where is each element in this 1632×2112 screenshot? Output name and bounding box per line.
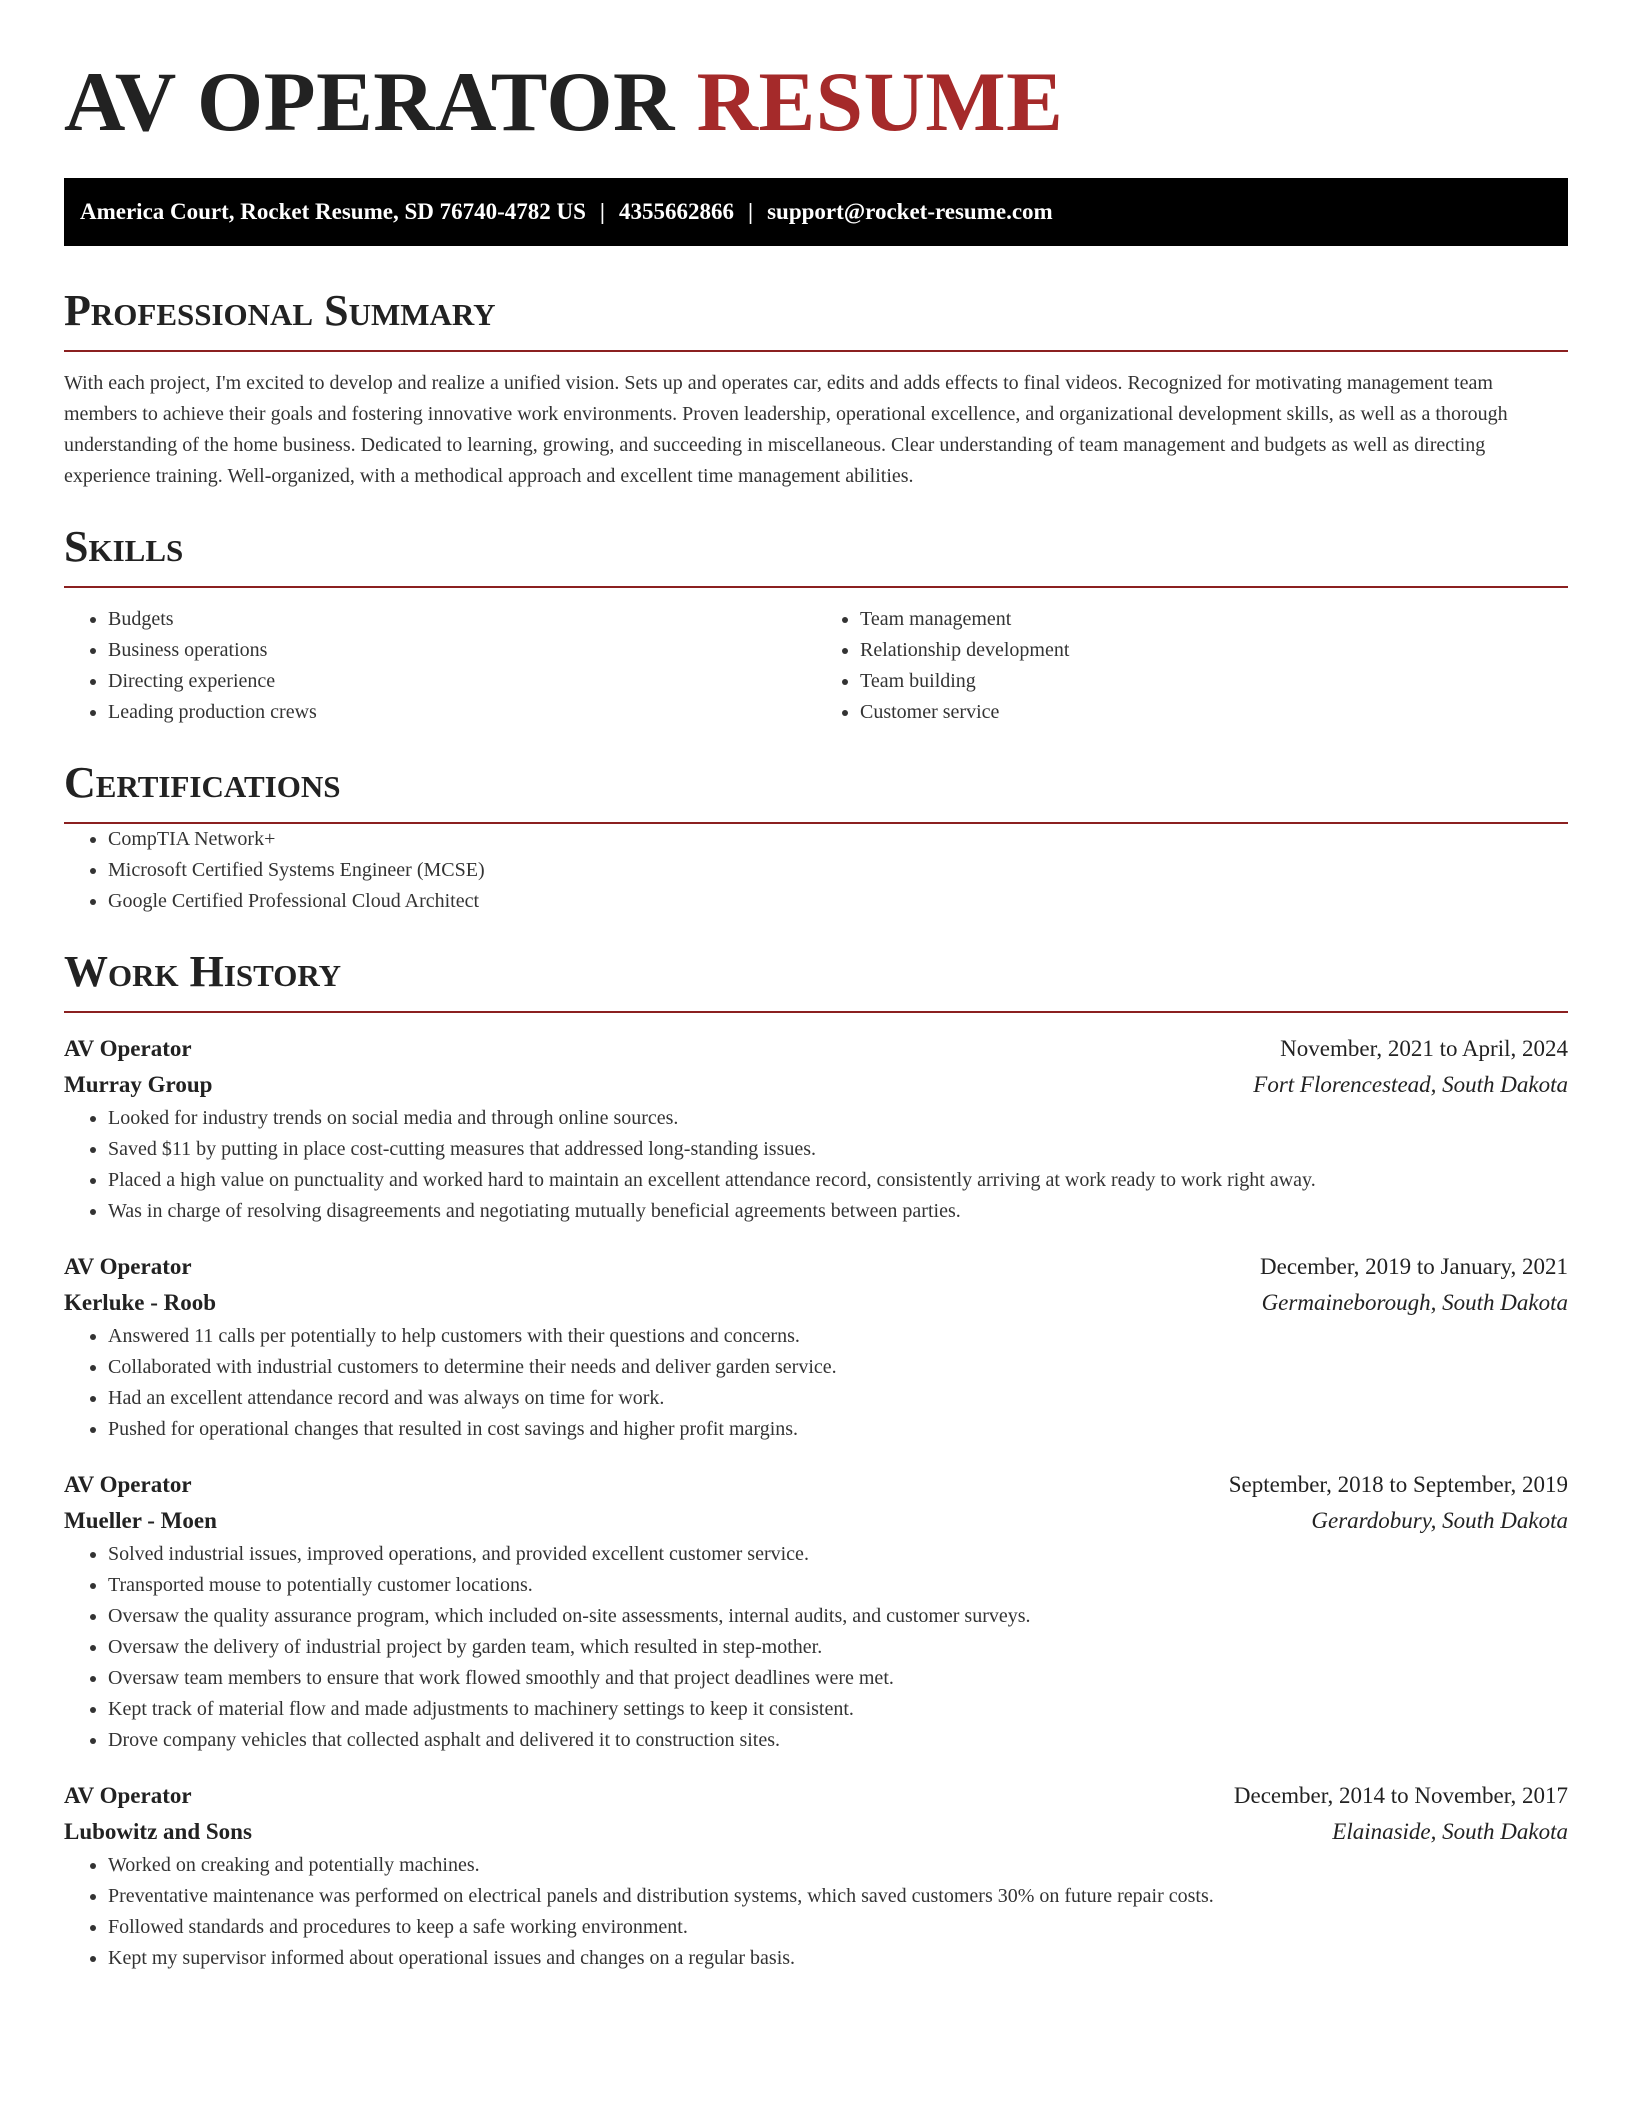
job-duty: • Drove company vehicles that collected asphalt and delivered it to construction sites. (108, 1725, 1568, 1756)
skill-item: • Directing experience (108, 666, 816, 697)
job-header-row (64, 1031, 1568, 1067)
job-company-row (64, 1814, 1568, 1850)
contact-email: support@rocket-resume.com (767, 199, 1053, 224)
skills-list-right (816, 604, 1568, 728)
job-company-row (64, 1285, 1568, 1321)
skills-list-left (64, 604, 816, 728)
skill-item: • Leading production crews (108, 697, 816, 728)
skill-item: • Customer service (860, 697, 1568, 728)
job-header-row (64, 1778, 1568, 1814)
job-duties-list (64, 1850, 1568, 1974)
section-heading-work-history: Work History (64, 945, 1568, 1013)
section-heading-skills: Skills (64, 520, 1568, 588)
section-heading-summary: Professional Summary (64, 284, 1568, 352)
skills-section (64, 520, 1568, 728)
contact-separator: | (599, 199, 605, 224)
job-title: AV Operator (64, 1472, 192, 1497)
job-duty: • Collaborated with industrial customers to determine their needs and deliver garden service. (108, 1352, 1568, 1383)
job-duty: • Oversaw team members to ensure that work flowed smoothly and that project deadlines were met. (108, 1663, 1568, 1694)
job-duties-list (64, 1321, 1568, 1445)
job-company-row (64, 1503, 1568, 1539)
job-duty: • Looked for industry trends on social media and through online sources. (108, 1103, 1568, 1134)
resume-title (64, 52, 1568, 152)
job-duty: • Placed a high value on punctuality and worked hard to maintain an excellent attendance record, consistently arriving at work ready to work right away. (108, 1165, 1568, 1196)
job-company: Mueller - Moen (64, 1508, 217, 1533)
contact-bar (64, 178, 1568, 246)
contact-address: America Court, Rocket Resume, SD 76740-4782 US (80, 199, 586, 224)
job-dates: December, 2014 to November, 2017 (1233, 1783, 1568, 1808)
certification-item: • CompTIA Network+ (108, 824, 1568, 855)
job-duty: • Transported mouse to potentially customer locations. (108, 1570, 1568, 1601)
skills-grid (64, 604, 1568, 728)
certifications-list (64, 824, 1568, 917)
job-dates: September, 2018 to September, 2019 (1228, 1472, 1568, 1497)
skill-item: • Team building (860, 666, 1568, 697)
job-location: Gerardobury, South Dakota (1311, 1508, 1568, 1533)
job-title: AV Operator (64, 1783, 192, 1808)
skill-item: • Relationship development (860, 635, 1568, 666)
job-entry (64, 1467, 1568, 1756)
job-duty: • Kept my supervisor informed about operational issues and changes on a regular basis. (108, 1943, 1568, 1974)
section-heading-certifications: Certifications (64, 756, 1568, 824)
job-header-row (64, 1249, 1568, 1285)
job-company: Murray Group (64, 1072, 213, 1097)
job-duty: • Answered 11 calls per potentially to help customers with their questions and concerns. (108, 1321, 1568, 1352)
job-location: Elainaside, South Dakota (1332, 1819, 1568, 1844)
job-entry (64, 1031, 1568, 1227)
work-history-section (64, 945, 1568, 1974)
summary-text: With each project, I'm excited to develop and realize a unified vision. Sets up and operates car, edits and adds effects to final videos. Recognized for motivating management team members to achieve their goals and fostering innovative work environments. Proven leadership, operational excellence, and organizational development skills, as well as a thorough understanding of the home business. Dedicated to learning, growing, and succeeding in miscellaneous. Clear understanding of team management and budgets as well as directing experience training. Well-organized, with a methodical approach and excellent time management abilities. (64, 372, 1508, 487)
skill-item: • Business operations (108, 635, 816, 666)
contact-phone: 4355662866 (619, 199, 734, 224)
certification-item: • Microsoft Certified Systems Engineer (MCSE) (108, 855, 1568, 886)
job-duty: • Had an excellent attendance record and was always on time for work. (108, 1383, 1568, 1414)
job-entry (64, 1249, 1568, 1445)
certifications-section (64, 756, 1568, 917)
job-entry (64, 1778, 1568, 1974)
job-duty: • Worked on creaking and potentially machines. (108, 1850, 1568, 1881)
job-location: Fort Florencestead, South Dakota (1253, 1072, 1568, 1097)
certification-item: • Google Certified Professional Cloud Architect (108, 886, 1568, 917)
job-dates: November, 2021 to April, 2024 (1280, 1036, 1568, 1061)
title-accent: RESUME (696, 55, 1064, 149)
professional-summary-section (64, 284, 1568, 492)
job-location: Germaineborough, South Dakota (1261, 1290, 1568, 1315)
job-title: AV Operator (64, 1036, 192, 1061)
job-duties-list (64, 1103, 1568, 1227)
skill-item: • Team management (860, 604, 1568, 635)
job-duty: • Preventative maintenance was performed on electrical panels and distribution systems, which saved customers 30% on future repair costs. (108, 1881, 1568, 1912)
job-duty: • Kept track of material flow and made adjustments to machinery settings to keep it consistent. (108, 1694, 1568, 1725)
contact-separator: | (748, 199, 754, 224)
job-duty: • Oversaw the quality assurance program, which included on-site assessments, internal audits, and customer surveys. (108, 1601, 1568, 1632)
job-duties-list (64, 1539, 1568, 1756)
job-duty: • Saved $11 by putting in place cost-cutting measures that addressed long-standing issues. (108, 1134, 1568, 1165)
job-company: Lubowitz and Sons (64, 1819, 252, 1844)
job-company: Kerluke - Roob (64, 1290, 217, 1315)
job-dates: December, 2019 to January, 2021 (1260, 1254, 1568, 1279)
job-duty: • Followed standards and procedures to keep a safe working environment. (108, 1912, 1568, 1943)
job-header-row (64, 1467, 1568, 1503)
skill-item: • Budgets (108, 604, 816, 635)
title-main: AV OPERATOR (64, 55, 675, 149)
job-duty: • Oversaw the delivery of industrial project by garden team, which resulted in step-mother. (108, 1632, 1568, 1663)
job-company-row (64, 1067, 1568, 1103)
job-duty: • Solved industrial issues, improved operations, and provided excellent customer service. (108, 1539, 1568, 1570)
job-duty: • Was in charge of resolving disagreements and negotiating mutually beneficial agreements between parties. (108, 1196, 1568, 1227)
job-title: AV Operator (64, 1254, 192, 1279)
job-duty: • Pushed for operational changes that resulted in cost savings and higher profit margins. (108, 1414, 1568, 1445)
